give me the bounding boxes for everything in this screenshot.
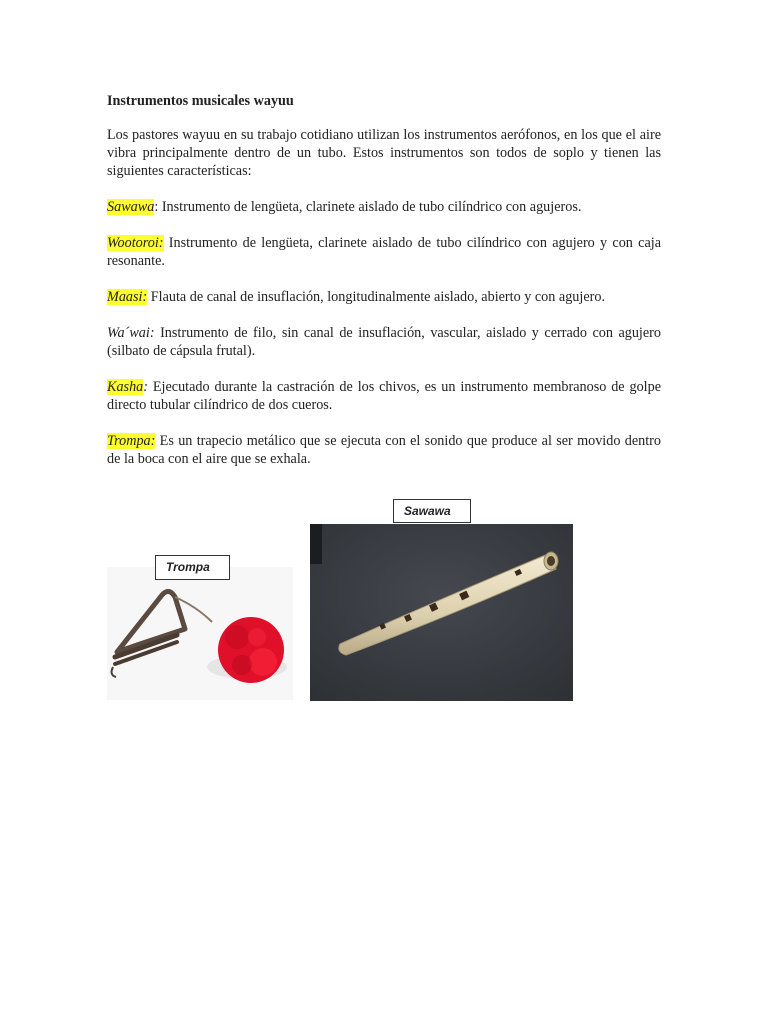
instrument-wawai [107, 324, 661, 360]
sawawa-photo [310, 524, 573, 701]
instrument-description: Instrumento de lengüeta, clarinete aislado de tubo cilíndrico con agujero y con caja resonante. [107, 235, 661, 269]
instrument-description: Instrumento de lengüeta, clarinete aislado de tubo cilíndrico con agujeros. [158, 199, 582, 215]
instrument-term: Trompa: [107, 433, 156, 449]
intro-paragraph: Los pastores wayuu en su trabajo cotidiano utilizan los instrumentos aerófonos, en los que el aire vibra principalmente dentro de un tubo. Estos instrumentos son todos de soplo y tienen las siguientes características: [107, 127, 661, 179]
instrument-wootoroi [107, 234, 661, 270]
trompa-caption: Trompa [155, 555, 230, 580]
instrument-separator: : [154, 199, 159, 215]
trompa-jaw-harp-icon [107, 567, 293, 700]
instrument-term: Maasi: [107, 289, 148, 305]
instrument-description: Ejecutado durante la castración de los chivos, es un instrumento membranoso de golpe directo tubular cilíndrico de dos cueros. [107, 379, 661, 413]
instrument-description: Instrumento de filo, sin canal de insuflación, vascular, aislado y cerrado con agujero (silbato de cápsula frutal). [107, 325, 661, 359]
instrument-description: Es un trapecio metálico que se ejecuta con el sonido que produce al ser movido dentro de la boca con el aire que se exhala. [107, 433, 661, 467]
instrument-separator: : [143, 379, 148, 395]
instrument-kasha [107, 378, 661, 414]
instrument-term: Sawawa [107, 199, 155, 215]
sawawa-flute-icon [310, 524, 573, 701]
trompa-photo [107, 567, 293, 700]
instrument-term: Wootoroi: [107, 235, 164, 251]
instrument-trompa [107, 432, 661, 468]
text-column [107, 92, 661, 486]
sawawa-caption: Sawawa [393, 499, 471, 523]
instrument-sawawa [107, 198, 661, 216]
instrument-term: Wa´wai: [107, 325, 155, 341]
instrument-maasi [107, 288, 661, 306]
document-title: Instrumentos musicales wayuu [107, 93, 294, 109]
instrument-description: Flauta de canal de insuflación, longitudinalmente aislado, abierto y con agujero. [147, 289, 605, 305]
instrument-term: Kasha [107, 379, 144, 395]
